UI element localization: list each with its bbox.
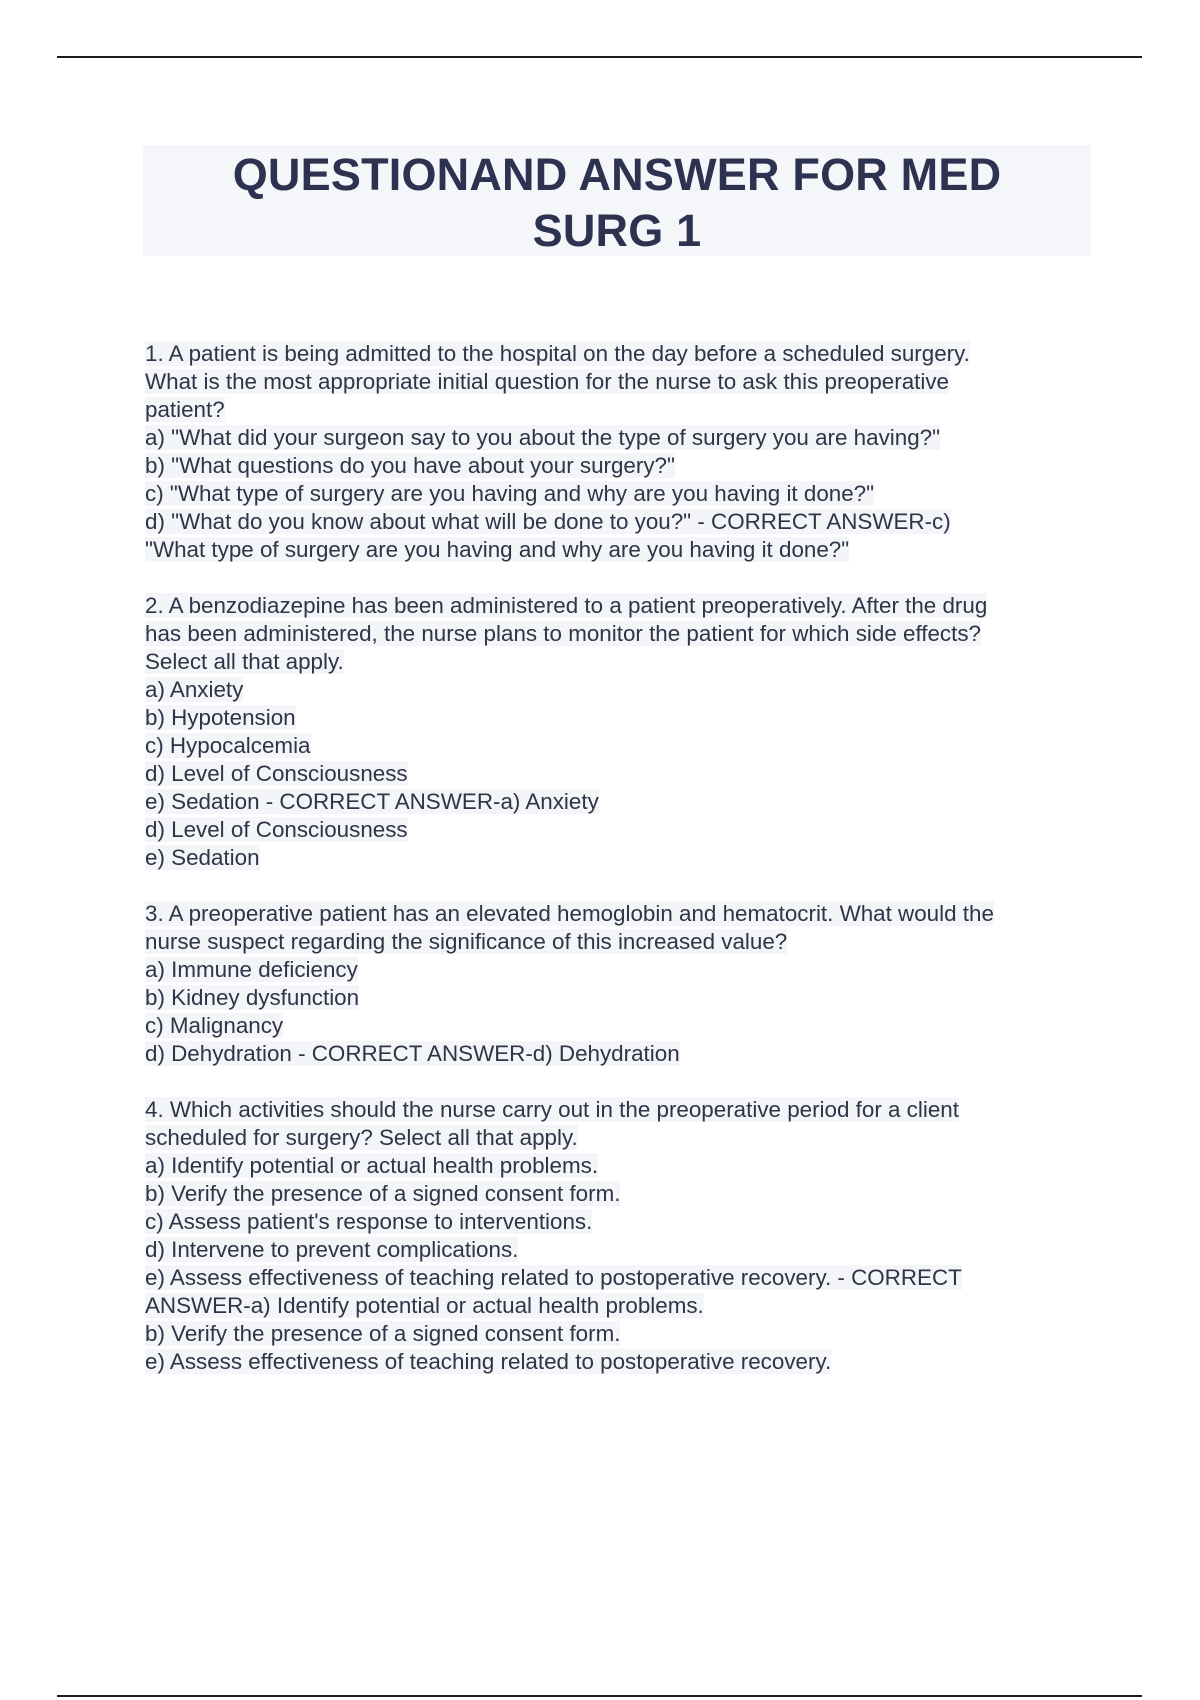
- document-title: [143, 145, 1091, 256]
- question-list: [145, 340, 1105, 1404]
- answer-option: b) Hypotension: [145, 705, 296, 730]
- question-line: patient?: [145, 397, 225, 422]
- title-line-1: QUESTIONAND ANSWER FOR MED: [232, 149, 1002, 200]
- correct-answer: e) Sedation: [145, 845, 260, 870]
- correct-answer: "What type of surgery are you having and why are you having it done?": [145, 537, 850, 562]
- correct-answer: b) Verify the presence of a signed consent form.: [145, 1321, 621, 1346]
- answer-option: d) Level of Consciousness: [145, 761, 408, 786]
- question-line: has been administered, the nurse plans to monitor the patient for which side effects?: [145, 621, 981, 646]
- answer-option: c) "What type of surgery are you having and why are you having it done?": [145, 481, 875, 506]
- question-line: nurse suspect regarding the significance of this increased value?: [145, 929, 788, 954]
- answer-option: c) Hypocalcemia: [145, 733, 311, 758]
- answer-option: a) "What did your surgeon say to you about the type of surgery you are having?": [145, 425, 941, 450]
- correct-answer: ANSWER-a) Identify potential or actual health problems.: [145, 1293, 704, 1318]
- answer-option: d) "What do you know about what will be done to you?" - CORRECT ANSWER-c): [145, 509, 951, 534]
- question-4: [145, 1096, 1105, 1376]
- answer-option: b) Verify the presence of a signed consent form.: [145, 1181, 621, 1206]
- question-line: 1. A patient is being admitted to the hospital on the day before a scheduled surgery.: [145, 341, 970, 366]
- question-line: Select all that apply.: [145, 649, 344, 674]
- answer-option: a) Anxiety: [145, 677, 244, 702]
- question-2: [145, 592, 1105, 872]
- answer-option: c) Malignancy: [145, 1013, 284, 1038]
- answer-option: b) Kidney dysfunction: [145, 985, 360, 1010]
- answer-option: e) Assess effectiveness of teaching related to postoperative recovery. - CORRECT: [145, 1265, 962, 1290]
- correct-answer: d) Level of Consciousness: [145, 817, 408, 842]
- answer-option: e) Sedation - CORRECT ANSWER-a) Anxiety: [145, 789, 599, 814]
- answer-option: c) Assess patient's response to interventions.: [145, 1209, 593, 1234]
- question-line: What is the most appropriate initial question for the nurse to ask this preoperative: [145, 369, 949, 394]
- answer-option: a) Identify potential or actual health problems.: [145, 1153, 599, 1178]
- question-3: [145, 900, 1105, 1068]
- question-line: 3. A preoperative patient has an elevated hemoglobin and hematocrit. What would the: [145, 901, 994, 926]
- bottom-rule: [57, 1695, 1142, 1697]
- question-1: [145, 340, 1105, 564]
- top-rule: [57, 56, 1142, 58]
- answer-option: d) Dehydration - CORRECT ANSWER-d) Dehydration: [145, 1041, 680, 1066]
- question-line: 2. A benzodiazepine has been administered to a patient preoperatively. After the drug: [145, 593, 988, 618]
- title-line-2: SURG 1: [532, 205, 702, 256]
- question-line: 4. Which activities should the nurse carry out in the preoperative period for a client: [145, 1097, 959, 1122]
- answer-option: b) "What questions do you have about your surgery?": [145, 453, 675, 478]
- correct-answer: e) Assess effectiveness of teaching related to postoperative recovery.: [145, 1349, 832, 1374]
- answer-option: a) Immune deficiency: [145, 957, 358, 982]
- question-line: scheduled for surgery? Select all that apply.: [145, 1125, 578, 1150]
- answer-option: d) Intervene to prevent complications.: [145, 1237, 519, 1262]
